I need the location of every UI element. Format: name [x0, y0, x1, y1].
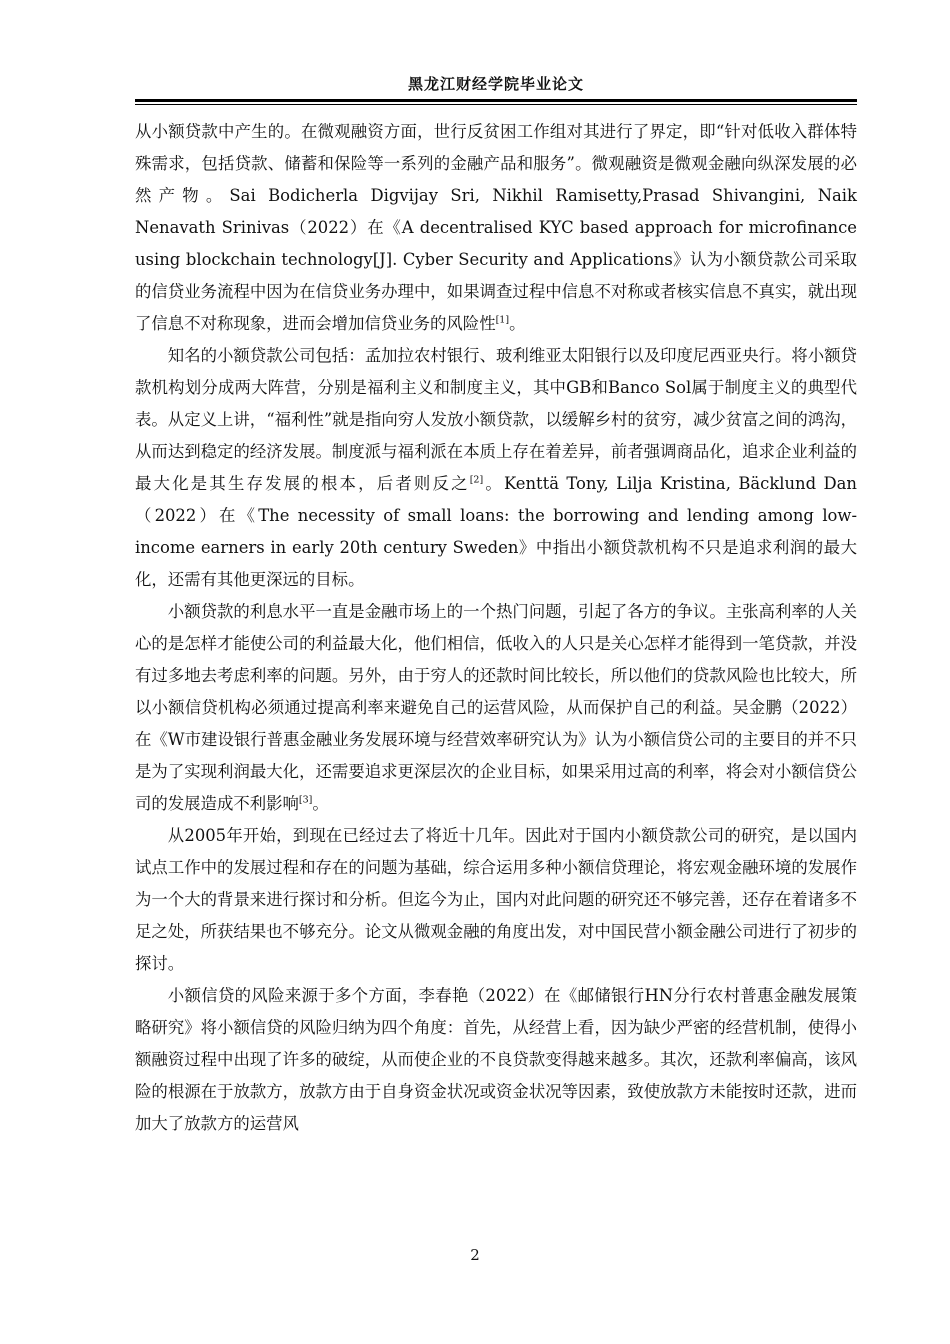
- citation-marker: [1]: [495, 314, 510, 326]
- paragraph-text: 知名的小额贷款公司包括：孟加拉农村银行、玻利维亚太阳银行以及印度尼西亚央行。将小额贷款机构划分成两大阵营，分别是福利主义和制度主义，其中GB和Banco Sol属于制度主义的典型代表。从定义上讲，“福利性”就是指向穷人发放小额贷款，以缓解乡村的贫穷，减少贫富之间的鸿沟，从而达到稳定的经济发展。制度派与福利派在本质上存在着差异，前者强调商品化，追求企业利益的最大化是其生存发展的根本，后者则反之: [135, 346, 857, 493]
- page-header-title: 黑龙江财经学院毕业论文: [407, 75, 584, 93]
- paragraph-text: 从2005年开始，到现在已经过去了将近十几年。因此对于国内小额贷款公司的研究，是以国内试点工作中的发展过程和存在的问题为基础，综合运用多种小额信贷理论，将宏观金融环境的发展作为一个大的背景来进行探讨和分析。但迄今为止，国内对此问题的研究还不够完善，还存在着诸多不足之处，所获结果也不够充分。论文从微观金融的角度出发，对中国民营小额金融公司进行了初步的探讨。: [135, 826, 857, 973]
- header-rule-thin: [135, 104, 857, 105]
- paragraph: [135, 980, 857, 1140]
- paragraph-text: 。: [312, 794, 329, 813]
- citation-marker: [2]: [469, 474, 484, 486]
- paragraph-text: 。Kenttä Tony, Lilja Kristina, Bäcklund Dan（2022）在《The necessity of small loans: the borrowing and lending among low-income earners in early 20th century Sweden》中指出小额贷款机构不只是追求利润的最大化，还需有其他更深远的目标。: [135, 474, 857, 589]
- paragraph-text: 小额贷款的利息水平一直是金融市场上的一个热门问题，引起了各方的争议。主张高利率的人关心的是怎样才能使公司的利益最大化，他们相信，低收入的人只是关心怎样才能得到一笔贷款，并没有过多地去考虑利率的问题。另外，由于穷人的还款时间比较长，所以他们的贷款风险也比较大，所以小额信贷机构必须通过提高利率来避免自己的运营风险，从而保护自己的利益。吴金鹏（2022）在《W市建设银行普惠金融业务发展环境与经营效率研究认为》认为小额信贷公司的主要目的并不只是为了实现利润最大化，还需要追求更深层次的企业目标，如果采用过高的利率，将会对小额信贷公司的发展造成不利影响: [135, 602, 857, 813]
- body-text: [135, 116, 857, 1140]
- paragraph: [135, 596, 857, 820]
- paragraph: [135, 116, 857, 340]
- paragraph-text: 。: [509, 314, 526, 333]
- paragraph: [135, 820, 857, 980]
- header-rule-thick: [135, 99, 857, 102]
- page-number: 2: [470, 1246, 480, 1264]
- paragraph: [135, 340, 857, 596]
- paragraph-text: 从小额贷款中产生的。在微观融资方面，世行反贫困工作组对其进行了界定，即“针对低收入群体特殊需求，包括贷款、储蓄和保险等一系列的金融产品和服务”。微观融资是微观金融向纵深发展的必然产物。Sai Bodicherla Digvijay Sri, Nikhil Ramisetty,Prasad Shivangini, Naik Nenavath Srinivas（2022）在《A decentralised KYC based approach for microfinance using blockchain technology[J]. Cyber Security and Applications》认为小额贷款公司采取的信贷业务流程中因为在信贷业务办理中，如果调查过程中信息不对称或者核实信息不真实，就出现了信息不对称现象，进而会增加信贷业务的风险性: [135, 122, 857, 333]
- paragraph-text: 小额信贷的风险来源于多个方面，李春艳（2022）在《邮储银行HN分行农村普惠金融发展策略研究》将小额信贷的风险归纳为四个角度：首先，从经营上看，因为缺少严密的经营机制，使得小额融资过程中出现了许多的破绽，从而使企业的不良贷款变得越来越多。其次，还款利率偏高，该风险的根源在于放款方，放款方由于自身资金状况或资金状况等因素，致使放款方未能按时还款，进而加大了放款方的运营风: [135, 986, 857, 1133]
- citation-marker: [3]: [298, 794, 313, 806]
